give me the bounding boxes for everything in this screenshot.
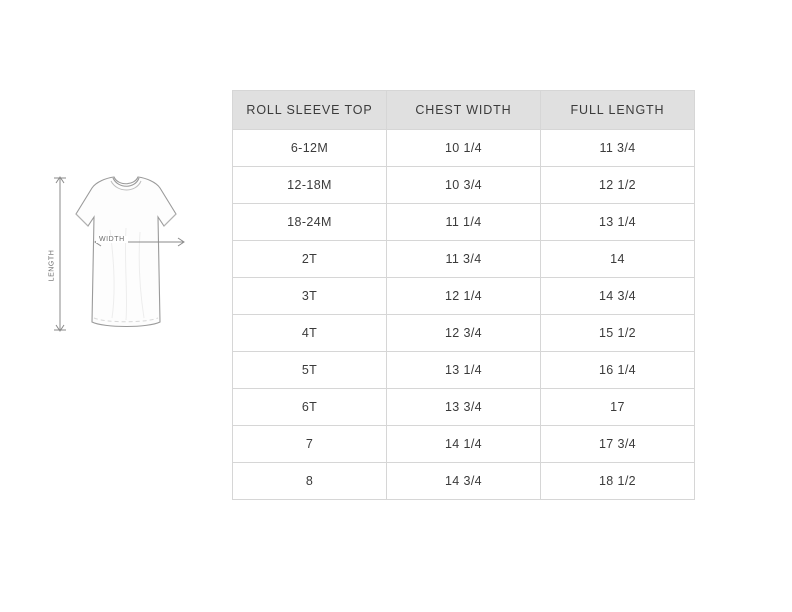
cell-size: 5T xyxy=(233,352,387,389)
table-row xyxy=(233,167,695,204)
cell-full-length: 13 1/4 xyxy=(541,204,695,241)
cell-chest-width: 10 3/4 xyxy=(387,167,541,204)
cell-size: 8 xyxy=(233,463,387,500)
cell-full-length: 16 1/4 xyxy=(541,352,695,389)
cell-size: 2T xyxy=(233,241,387,278)
length-dimension-arrow xyxy=(54,177,66,331)
cell-chest-width: 12 3/4 xyxy=(387,315,541,352)
cell-full-length: 12 1/2 xyxy=(541,167,695,204)
table-row xyxy=(233,463,695,500)
garment-illustration xyxy=(40,170,220,360)
table-row xyxy=(233,130,695,167)
cell-full-length: 17 3/4 xyxy=(541,426,695,463)
cell-chest-width: 10 1/4 xyxy=(387,130,541,167)
column-header-chest-width: CHEST WIDTH xyxy=(387,91,541,130)
cell-full-length: 14 xyxy=(541,241,695,278)
column-header-size: ROLL SLEEVE TOP xyxy=(233,91,387,130)
cell-chest-width: 14 3/4 xyxy=(387,463,541,500)
cell-size: 18-24M xyxy=(233,204,387,241)
table-row xyxy=(233,389,695,426)
length-label: LENGTH xyxy=(48,249,56,282)
cell-size: 12-18M xyxy=(233,167,387,204)
cell-size: 6T xyxy=(233,389,387,426)
table-row xyxy=(233,426,695,463)
cell-size: 7 xyxy=(233,426,387,463)
cell-full-length: 15 1/2 xyxy=(541,315,695,352)
size-chart-table xyxy=(232,90,695,500)
table-row xyxy=(233,278,695,315)
garment-diagram xyxy=(40,170,220,360)
table-row xyxy=(233,241,695,278)
cell-chest-width: 13 3/4 xyxy=(387,389,541,426)
cell-full-length: 14 3/4 xyxy=(541,278,695,315)
cell-size: 6-12M xyxy=(233,130,387,167)
column-header-full-length: FULL LENGTH xyxy=(541,91,695,130)
table-row xyxy=(233,204,695,241)
cell-size: 4T xyxy=(233,315,387,352)
width-label: WIDTH xyxy=(96,236,128,243)
cell-chest-width: 14 1/4 xyxy=(387,426,541,463)
cell-full-length: 18 1/2 xyxy=(541,463,695,500)
table-row xyxy=(233,315,695,352)
table-header-row xyxy=(233,91,695,130)
table-body xyxy=(233,130,695,500)
cell-chest-width: 13 1/4 xyxy=(387,352,541,389)
cell-full-length: 17 xyxy=(541,389,695,426)
table-row xyxy=(233,352,695,389)
cell-chest-width: 12 1/4 xyxy=(387,278,541,315)
cell-chest-width: 11 1/4 xyxy=(387,204,541,241)
cell-full-length: 11 3/4 xyxy=(541,130,695,167)
cell-size: 3T xyxy=(233,278,387,315)
cell-chest-width: 11 3/4 xyxy=(387,241,541,278)
